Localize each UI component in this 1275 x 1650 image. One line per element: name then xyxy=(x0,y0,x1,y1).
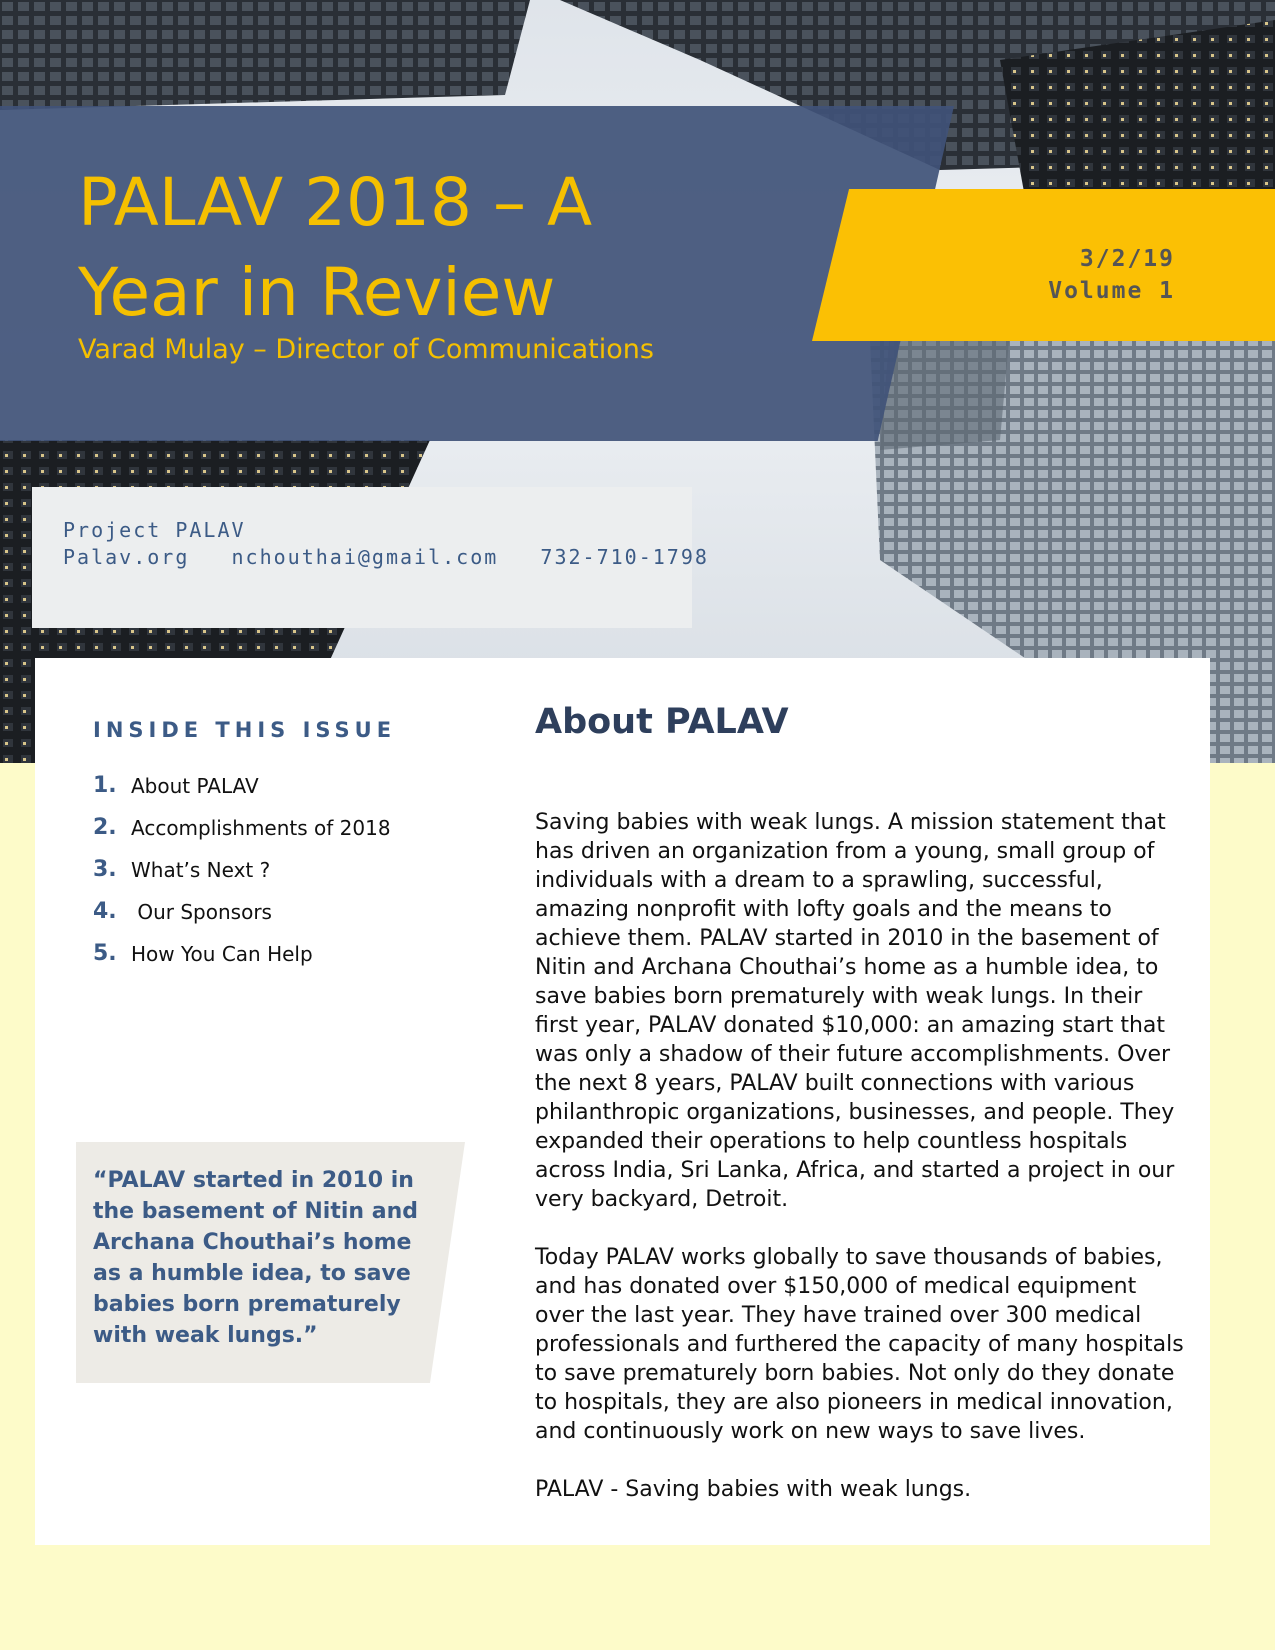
toc-item xyxy=(93,773,393,800)
toc-number: 4. xyxy=(93,899,117,924)
contact-email[interactable]: nchouthai@gmail.com xyxy=(231,545,499,569)
toc-label: About PALAV xyxy=(131,774,259,798)
toc-label: Accomplishments of 2018 xyxy=(131,816,391,840)
contact-details xyxy=(63,545,709,569)
pull-quote: “PALAV started in 2010 in the basement of Nitin and Archana Chouthai’s home as a humble idea, to save babies born prematurely with weak lungs.” xyxy=(93,1168,418,1348)
contact-phone: 732-710-1798 xyxy=(540,545,709,569)
toc-number: 1. xyxy=(93,773,117,798)
toc-number: 2. xyxy=(93,815,117,840)
toc-number: 3. xyxy=(93,857,117,882)
toc-item xyxy=(93,899,393,926)
toc-label: How You Can Help xyxy=(131,942,313,966)
toc-label: What’s Next ? xyxy=(131,858,271,882)
toc-item xyxy=(93,941,393,968)
toc-item xyxy=(93,815,393,842)
article-heading: About PALAV xyxy=(535,702,789,742)
contact-website[interactable]: Palav.org xyxy=(63,545,190,569)
article-paragraph: PALAV - Saving babies with weak lungs. xyxy=(535,1477,972,1502)
toc-number: 5. xyxy=(93,941,117,966)
article-paragraph: Today PALAV works globally to save thousands of babies, and has donated over $150,000 of medical equipment over the last year. They have trained over 300 medical professionals and furthered the capacity of many hospitals to save prematurely born babies. Not only do they donate to hospitals, they are also pioneers in medical innovation, and continuously work on new ways to save lives. xyxy=(535,1245,1184,1444)
inside-issue-heading: INSIDE THIS ISSUE xyxy=(93,718,397,742)
issue-info xyxy=(1048,243,1175,307)
toc-item xyxy=(93,857,393,884)
article-paragraph: Saving babies with weak lungs. A mission statement that has driven an organization from a young, small group of individuals with a dream to a sprawling, successful, amazing nonprofit with lofty goals and the means to achieve them. PALAV started in 2010 in the basement of Nitin and Archana Chouthai’s home as a humble idea, to save babies born prematurely with weak lungs. In their first year, PALAV donated $10,000: an amazing start that was only a shadow of their future accomplishments. Over the next 8 years, PALAV built connections with various philanthropic organizations, businesses, and people. They expanded their operations to help countless hospitals across India, Sri Lanka, Africa, and started a project in our very backyard, Detroit. xyxy=(535,810,1175,1212)
author-subtitle: Varad Mulay – Director of Communications xyxy=(78,334,654,365)
contact-org: Project PALAV xyxy=(63,518,246,542)
article-body xyxy=(535,808,1187,1533)
issue-date: 3/2/19 xyxy=(1079,246,1175,272)
issue-volume: Volume 1 xyxy=(1048,278,1175,304)
date-tab xyxy=(812,189,1275,341)
table-of-contents xyxy=(93,773,393,983)
newsletter-title: PALAV 2018 – A Year in Review xyxy=(78,164,593,331)
toc-label: Our Sponsors xyxy=(131,900,272,924)
